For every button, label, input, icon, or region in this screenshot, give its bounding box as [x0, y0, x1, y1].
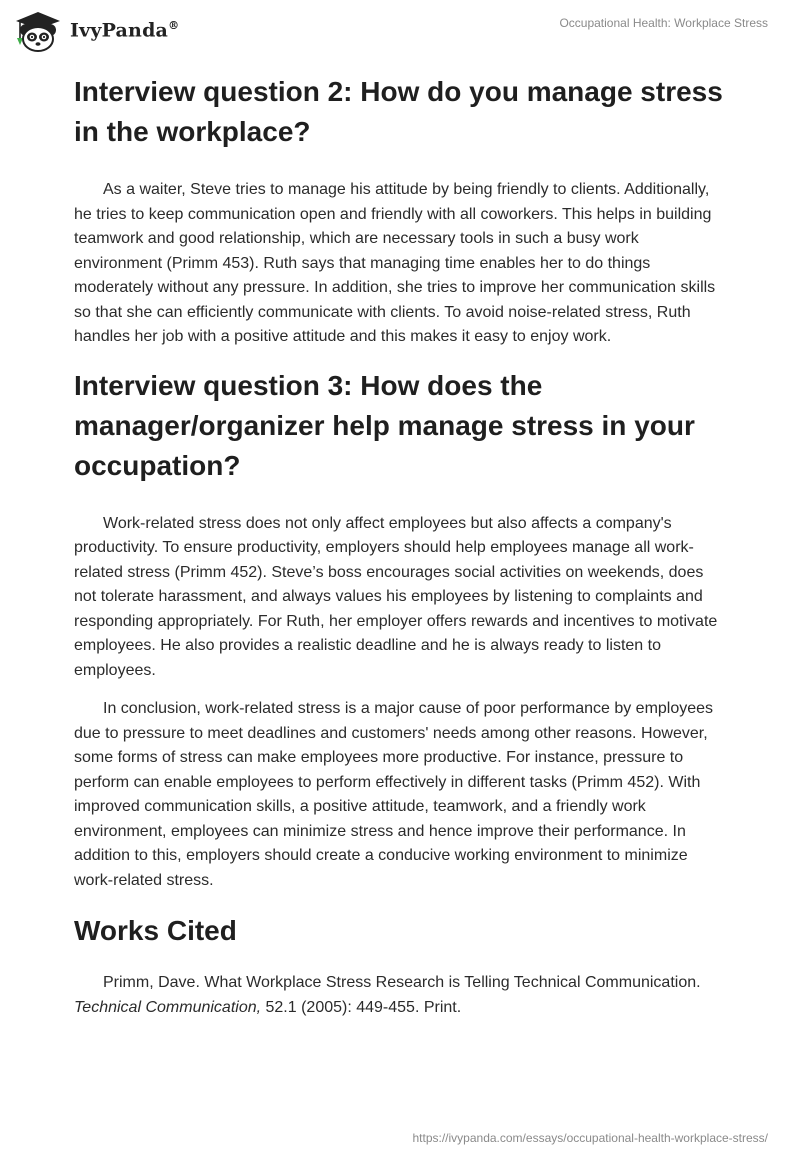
citation-entry: Primm, Dave. What Workplace Stress Research is Telling Technical Communication. Technical Communication, 52.1 (2005): 449-455. Print. — [74, 974, 701, 1016]
paragraph-question-3: Work-related stress does not only affect employees but also affects a company's productivity. To ensure productivity, employers should help employees manage all work-related stress (Primm 452). Steve’s boss encourages social activities on weekends, does not tolerate harassment, and always values his employees by listening to complaints and responding appropriately. For Ruth, her employer offers rewards and incentives to motivate employees. He also provides a realistic deadline and he is always ready to listen to employees. — [74, 514, 718, 679]
footer-url[interactable]: https://ivypanda.com/essays/occupational-health-workplace-stress/ — [412, 1131, 768, 1145]
brand-name: IvyPanda® — [70, 18, 180, 42]
heading-interview-question-2: Interview question 2: How do you manage stress in the workplace? — [74, 76, 723, 147]
document-title: Occupational Health: Workplace Stress — [559, 16, 768, 30]
heading-interview-question-3: Interview question 3: How does the manager/organizer help manage stress in your occupation? — [74, 369, 695, 481]
heading-works-cited: Works Cited — [74, 915, 237, 946]
paragraph-question-2: As a waiter, Steve tries to manage his attitude by being friendly to clients. Additionally, he tries to keep communication open and friendly with all coworkers. This helps in building teamwork and good relationship, which are necessary tools in such a busy work environment (Primm 453). Ruth says that managing time enables her to do things moderately without any pressure. In addition, she tries to improve her communication skills so that she can efficiently communicate with clients. To avoid noise-related stress, Ruth handles her job with a positive attitude and this makes it easy to enjoy work. — [74, 181, 716, 345]
paragraph-conclusion: In conclusion, work-related stress is a major cause of poor performance by employees due to pressure to meet deadlines and customers' needs among other reasons. However, some forms of stress can make employees more productive. For instance, pressure to perform can enable employees to perform effectively in different tasks (Primm 452). With improved communication skills, a positive attitude, teamwork, and a friendly work environment, employees can minimize stress and hence improve their performance. In addition to this, employers should create a conducive working environment to minimize work-related stress. — [74, 700, 714, 889]
page-header — [0, 0, 800, 60]
citation-journal: Technical Communication, — [74, 998, 262, 1016]
logo[interactable] — [12, 8, 179, 52]
article-body — [74, 72, 726, 1020]
panda-logo-icon — [12, 8, 64, 52]
